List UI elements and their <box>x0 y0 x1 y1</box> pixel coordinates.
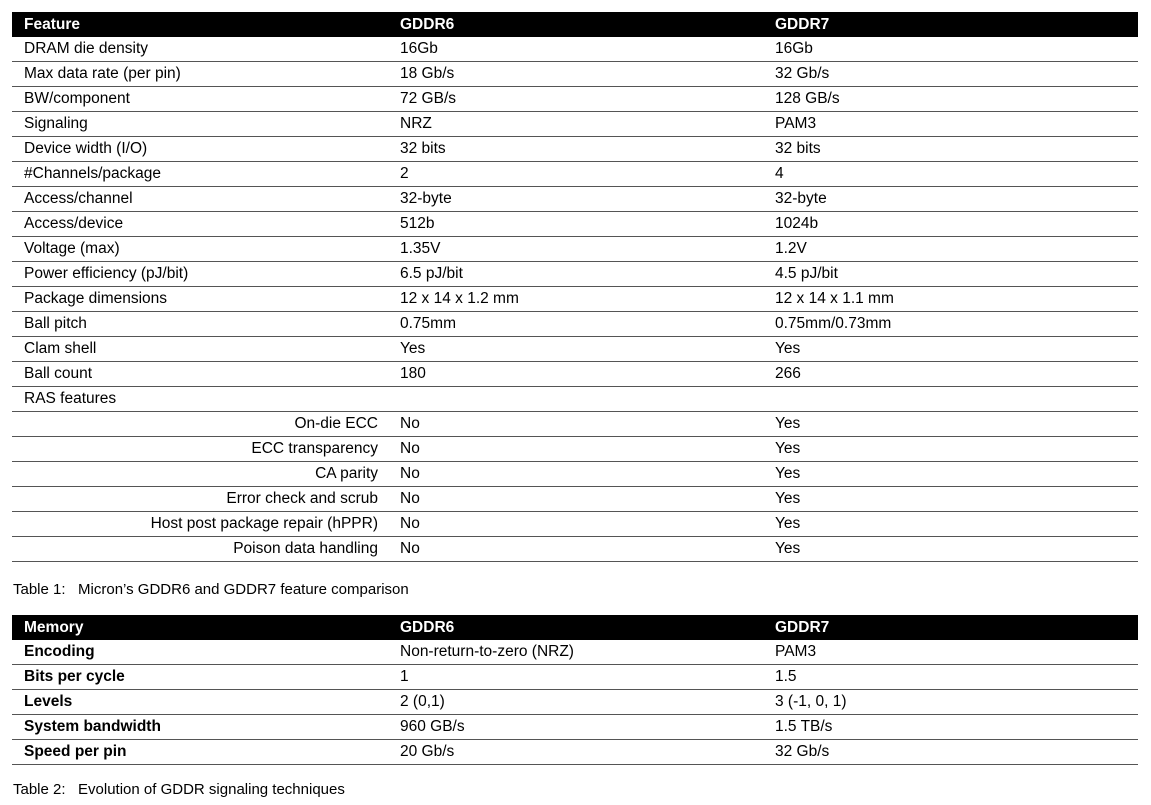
feature-cell: Access/channel <box>12 187 388 212</box>
gddr7-cell: 3 (-1, 0, 1) <box>763 690 1138 715</box>
gddr6-cell: 32 bits <box>388 137 763 162</box>
table-header-row <box>12 12 1138 37</box>
table-row <box>12 462 1138 487</box>
table-row <box>12 715 1138 740</box>
gddr6-cell: No <box>388 412 763 437</box>
gddr7-cell <box>763 387 1138 412</box>
table-row <box>12 162 1138 187</box>
table-row <box>12 87 1138 112</box>
gddr6-cell: 72 GB/s <box>388 87 763 112</box>
feature-cell: Error check and scrub <box>12 487 388 512</box>
gddr6-cell: No <box>388 512 763 537</box>
feature-cell: Access/device <box>12 212 388 237</box>
feature-cell: Host post package repair (hPPR) <box>12 512 388 537</box>
feature-cell: Max data rate (per pin) <box>12 62 388 87</box>
gddr6-cell: 1.35V <box>388 237 763 262</box>
feature-cell: System bandwidth <box>12 715 388 740</box>
feature-cell: Encoding <box>12 640 388 665</box>
gddr7-cell: 32 Gb/s <box>763 62 1138 87</box>
gddr7-cell: PAM3 <box>763 640 1138 665</box>
table-header-row <box>12 615 1138 640</box>
feature-cell: #Channels/package <box>12 162 388 187</box>
gddr6-cell: 960 GB/s <box>388 715 763 740</box>
table-row <box>12 740 1138 765</box>
gddr6-cell: 12 x 14 x 1.2 mm <box>388 287 763 312</box>
gddr7-cell: 1.5 TB/s <box>763 715 1138 740</box>
feature-cell: Speed per pin <box>12 740 388 765</box>
gddr6-cell: 512b <box>388 212 763 237</box>
feature-cell: CA parity <box>12 462 388 487</box>
table-2-caption: Table 2: Evolution of GDDR signaling techniques <box>13 781 345 798</box>
feature-cell: Poison data handling <box>12 537 388 562</box>
table-row <box>12 287 1138 312</box>
gddr6-cell: No <box>388 487 763 512</box>
table-row <box>12 312 1138 337</box>
table-row <box>12 412 1138 437</box>
gddr7-cell: 0.75mm/0.73mm <box>763 312 1138 337</box>
feature-cell: Clam shell <box>12 337 388 362</box>
gddr7-cell: 1.2V <box>763 237 1138 262</box>
gddr6-cell: 20 Gb/s <box>388 740 763 765</box>
table-row <box>12 362 1138 387</box>
header-gddr6: GDDR6 <box>388 615 763 640</box>
table-row <box>12 237 1138 262</box>
table-row <box>12 137 1138 162</box>
feature-cell: Ball pitch <box>12 312 388 337</box>
gddr6-cell: No <box>388 537 763 562</box>
table-row <box>12 37 1138 62</box>
gddr7-cell: Yes <box>763 412 1138 437</box>
gddr7-cell: 266 <box>763 362 1138 387</box>
feature-cell: DRAM die density <box>12 37 388 62</box>
gddr6-cell: 2 (0,1) <box>388 690 763 715</box>
gddr6-cell: 18 Gb/s <box>388 62 763 87</box>
feature-cell: BW/component <box>12 87 388 112</box>
table-1-caption: Table 1: Micron’s GDDR6 and GDDR7 feature comparison <box>13 581 409 598</box>
gddr7-cell: PAM3 <box>763 112 1138 137</box>
gddr7-cell: 1.5 <box>763 665 1138 690</box>
feature-cell: Power efficiency (pJ/bit) <box>12 262 388 287</box>
gddr6-cell: No <box>388 462 763 487</box>
table-row <box>12 112 1138 137</box>
gddr7-cell: Yes <box>763 537 1138 562</box>
gddr7-cell: 16Gb <box>763 37 1138 62</box>
gddr7-cell: 32 Gb/s <box>763 740 1138 765</box>
feature-comparison-table <box>12 12 1138 562</box>
gddr6-cell: No <box>388 437 763 462</box>
table-row <box>12 665 1138 690</box>
feature-cell: ECC transparency <box>12 437 388 462</box>
header-gddr7: GDDR7 <box>763 12 1138 37</box>
header-feature: Feature <box>12 12 388 37</box>
feature-cell: Signaling <box>12 112 388 137</box>
gddr7-cell: Yes <box>763 512 1138 537</box>
table-row <box>12 262 1138 287</box>
header-memory: Memory <box>12 615 388 640</box>
gddr7-cell: 1024b <box>763 212 1138 237</box>
table-row <box>12 387 1138 412</box>
header-gddr7: GDDR7 <box>763 615 1138 640</box>
gddr6-cell: 180 <box>388 362 763 387</box>
signaling-evolution-table <box>12 615 1138 765</box>
feature-cell: RAS features <box>12 387 388 412</box>
table-row <box>12 512 1138 537</box>
gddr7-cell: 128 GB/s <box>763 87 1138 112</box>
header-gddr6: GDDR6 <box>388 12 763 37</box>
table-row <box>12 337 1138 362</box>
gddr7-cell: Yes <box>763 462 1138 487</box>
gddr6-cell: 2 <box>388 162 763 187</box>
gddr7-cell: Yes <box>763 437 1138 462</box>
feature-cell: Device width (I/O) <box>12 137 388 162</box>
feature-cell: Ball count <box>12 362 388 387</box>
gddr6-cell: 16Gb <box>388 37 763 62</box>
table-row <box>12 487 1138 512</box>
feature-cell: Package dimensions <box>12 287 388 312</box>
table-row <box>12 537 1138 562</box>
gddr7-cell: 4.5 pJ/bit <box>763 262 1138 287</box>
gddr7-cell: Yes <box>763 487 1138 512</box>
gddr6-cell: Yes <box>388 337 763 362</box>
gddr6-cell: 32-byte <box>388 187 763 212</box>
gddr6-cell: 6.5 pJ/bit <box>388 262 763 287</box>
table-row <box>12 690 1138 715</box>
gddr7-cell: 32-byte <box>763 187 1138 212</box>
feature-cell: On-die ECC <box>12 412 388 437</box>
table-row <box>12 640 1138 665</box>
table-row <box>12 437 1138 462</box>
gddr7-cell: 32 bits <box>763 137 1138 162</box>
gddr6-cell: NRZ <box>388 112 763 137</box>
gddr7-cell: 12 x 14 x 1.1 mm <box>763 287 1138 312</box>
table-row <box>12 62 1138 87</box>
gddr6-cell: Non-return-to-zero (NRZ) <box>388 640 763 665</box>
table-row <box>12 187 1138 212</box>
feature-cell: Levels <box>12 690 388 715</box>
gddr7-cell: 4 <box>763 162 1138 187</box>
gddr7-cell: Yes <box>763 337 1138 362</box>
gddr6-cell <box>388 387 763 412</box>
gddr6-cell: 1 <box>388 665 763 690</box>
gddr6-cell: 0.75mm <box>388 312 763 337</box>
table-row <box>12 212 1138 237</box>
feature-cell: Bits per cycle <box>12 665 388 690</box>
feature-cell: Voltage (max) <box>12 237 388 262</box>
